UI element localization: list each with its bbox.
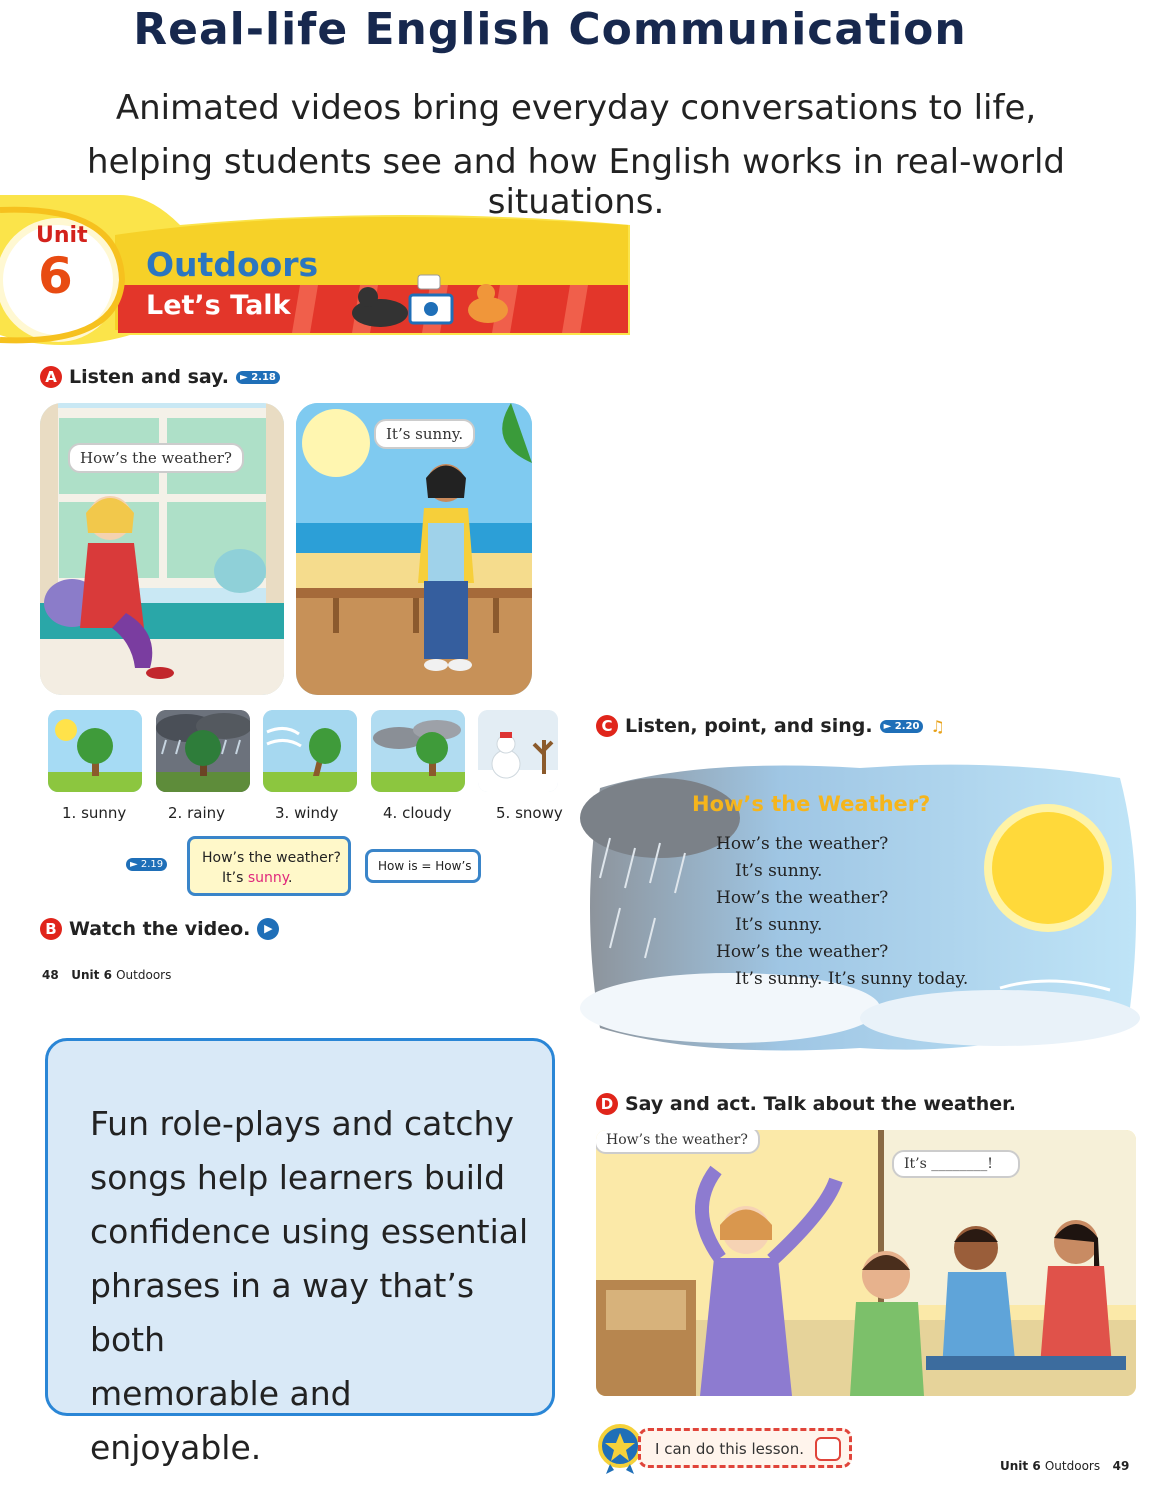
footer-right xyxy=(1000,1459,1129,1473)
unit-number: 6 xyxy=(38,247,73,305)
play-video-icon[interactable]: ▶ xyxy=(257,918,279,940)
weather-label-cloudy: 4. cloudy xyxy=(383,804,452,822)
section-letter: C xyxy=(596,715,618,737)
can-do-text: I can do this lesson. xyxy=(655,1440,804,1458)
info-line: songs help learners build xyxy=(90,1158,506,1197)
weather-card-sunny[interactable] xyxy=(48,710,142,792)
speech-bubble-question: How’s the weather? xyxy=(68,443,244,473)
song-line: It’s sunny. xyxy=(735,915,823,935)
song-line: How’s the weather? xyxy=(716,834,889,854)
weather-card-snowy[interactable] xyxy=(478,710,558,792)
info-line: memorable and enjoyable. xyxy=(90,1374,352,1467)
audio-track-number: 2.18 xyxy=(251,371,276,383)
page-number: 48 xyxy=(42,968,59,982)
weather-card-cloudy[interactable] xyxy=(371,710,465,792)
language-answer-suffix: . xyxy=(288,870,293,886)
unit-label: Unit xyxy=(36,223,88,248)
star-badge-icon xyxy=(598,1424,642,1468)
rain-icon xyxy=(156,710,250,792)
footer-topic: Outdoors xyxy=(116,968,172,982)
can-do-box xyxy=(638,1428,852,1468)
star-badge-graphic xyxy=(598,1424,642,1474)
scene-classroom-illustration xyxy=(596,1130,1136,1396)
scene-classroom xyxy=(596,1130,1136,1396)
can-do-checkbox[interactable] xyxy=(815,1437,841,1461)
footer-unit: Unit 6 xyxy=(1000,1459,1041,1473)
wind-icon xyxy=(263,710,357,792)
unit-banner xyxy=(0,195,630,355)
song-line: How’s the weather? xyxy=(716,942,889,962)
weather-card-windy[interactable] xyxy=(263,710,357,792)
song-line: How’s the weather? xyxy=(716,888,889,908)
page-title: Real-life English Communication xyxy=(133,4,967,55)
weather-label-sunny: 1. sunny xyxy=(62,804,127,822)
weather-label-snowy: 5. snowy xyxy=(496,804,563,822)
song-panel xyxy=(580,758,1146,1063)
section-letter: B xyxy=(40,918,62,940)
audio-track-number: 2.19 xyxy=(140,859,164,870)
unit-subtitle: Let’s Talk xyxy=(146,290,291,321)
section-letter: D xyxy=(596,1093,618,1115)
section-label: Listen and say. xyxy=(69,366,230,388)
subtitle-line-1: Animated videos bring everyday conversations to life, xyxy=(115,88,1037,128)
unit-title: Outdoors xyxy=(146,245,319,284)
audio-track-badge[interactable]: ► 2.19 xyxy=(126,858,167,871)
footer-left xyxy=(42,968,171,982)
language-question: How’s the weather? xyxy=(202,850,341,866)
speech-bubble-question: How’s the weather? xyxy=(596,1130,760,1154)
scene-beach-girl xyxy=(296,403,532,695)
language-answer xyxy=(202,868,348,888)
sunny-icon xyxy=(48,710,142,792)
music-note-icon: ♫ xyxy=(930,716,945,736)
scene-window-girl xyxy=(40,403,284,695)
language-answer-prefix: It’s xyxy=(222,870,248,886)
section-letter: A xyxy=(40,366,62,388)
section-label: Listen, point, and sing. xyxy=(625,715,873,737)
section-b-heading xyxy=(40,918,279,940)
song-title: How’s the Weather? xyxy=(692,792,931,816)
footer-unit: Unit 6 xyxy=(71,968,112,982)
section-c-heading xyxy=(596,715,945,737)
speech-bubble-answer: It’s ________! xyxy=(892,1150,1020,1178)
audio-track-badge[interactable]: ► 2.20 xyxy=(880,720,924,733)
weather-card-rainy[interactable] xyxy=(156,710,250,792)
snowman-icon xyxy=(478,710,558,792)
info-callout xyxy=(45,1038,555,1467)
info-line: phrases in a way that’s both xyxy=(90,1266,475,1359)
language-answer-highlight: sunny xyxy=(247,870,289,886)
page-number: 49 xyxy=(1112,1459,1130,1473)
language-box xyxy=(187,836,351,896)
weather-label-rainy: 2. rainy xyxy=(168,804,225,822)
section-a-heading xyxy=(40,366,280,388)
section-label: Say and act. Talk about the weather. xyxy=(625,1093,1017,1115)
song-line: It’s sunny. xyxy=(735,861,823,881)
audio-track-number: 2.20 xyxy=(894,720,920,732)
info-line: Fun role-plays and catchy xyxy=(90,1104,514,1143)
song-line: It’s sunny. It’s sunny today. xyxy=(735,969,969,989)
footer-topic: Outdoors xyxy=(1044,1459,1101,1473)
section-d-heading xyxy=(596,1093,1016,1115)
contraction-note: How is = How’s xyxy=(365,849,481,883)
speech-bubble-answer: It’s sunny. xyxy=(374,419,475,449)
cloud-icon xyxy=(371,710,465,792)
audio-track-badge[interactable]: ► 2.18 xyxy=(236,371,280,384)
subtitle-line-2: helping students see and how English works in real-world situations. xyxy=(87,142,1065,222)
section-label: Watch the video. xyxy=(69,918,251,940)
info-line: confidence using essential xyxy=(90,1212,529,1251)
weather-label-windy: 3. windy xyxy=(275,804,339,822)
